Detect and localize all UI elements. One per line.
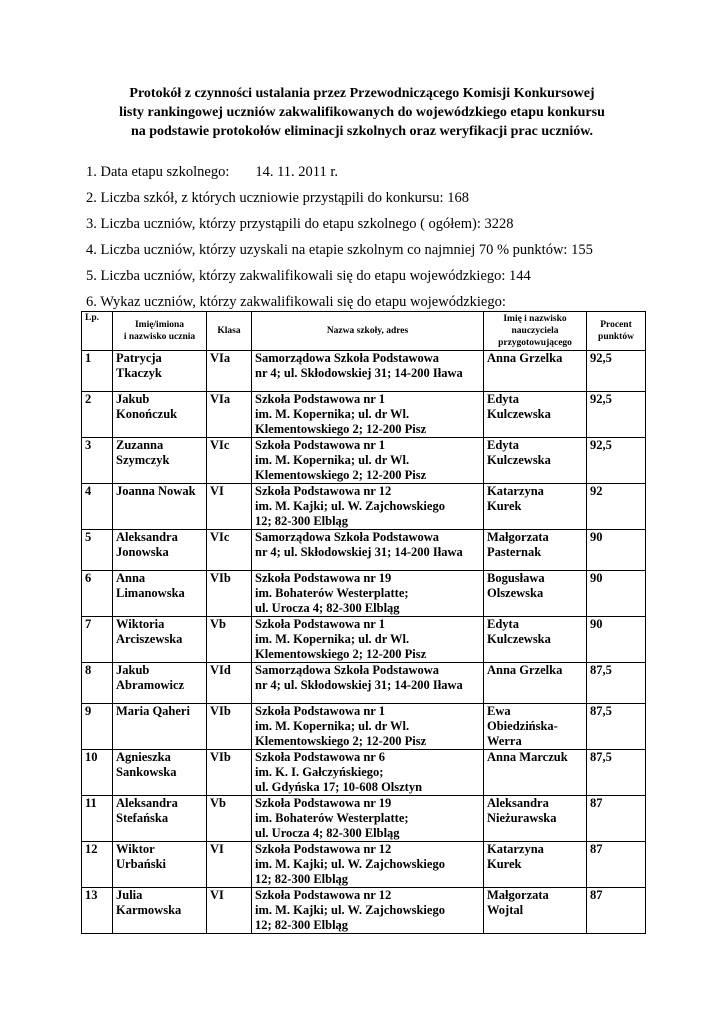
cell-student-name-line: Jakub [116, 392, 150, 406]
cell-teacher [484, 888, 587, 934]
cell-school-line: im. M. Kajki; ul. W. Zajchowskiego [255, 499, 445, 513]
ranking-table [81, 311, 646, 934]
cell-student-name-line: Jonowska [116, 545, 169, 559]
cell-student-name [113, 571, 207, 617]
item-schools: 2. Liczba szkół, z których uczniowie przystąpili do konkursu: 168 [86, 190, 469, 206]
cell-lp: 6 [82, 571, 113, 617]
protocol-title [60, 84, 664, 141]
cell-teacher [484, 438, 587, 484]
cell-class: VI [207, 842, 252, 888]
cell-teacher-line: Bogusława [487, 571, 545, 585]
cell-teacher-line: Edyta [487, 617, 519, 631]
cell-teacher [484, 484, 587, 530]
title-line-3: na podstawie protokołów eliminacji szkolnych oraz weryfikacji prac uczniów. [130, 124, 594, 139]
cell-class: VIa [207, 351, 252, 392]
cell-school-line: Szkoła Podstawowa nr 19 [255, 571, 392, 585]
header-class: Klasa [207, 312, 252, 351]
cell-school [252, 663, 484, 704]
cell-teacher-line: Ewa [487, 704, 511, 718]
cell-school [252, 530, 484, 571]
table-row [82, 888, 646, 934]
cell-student-name [113, 842, 207, 888]
cell-school-line: Samorządowa Szkoła Podstawowa [255, 530, 440, 544]
cell-lp: 7 [82, 617, 113, 663]
cell-school [252, 438, 484, 484]
cell-class: VIa [207, 392, 252, 438]
header-school: Nazwa szkoły, adres [252, 312, 484, 351]
cell-school-line: Szkoła Podstawowa nr 1 [255, 392, 385, 406]
cell-teacher-line: Anna Marczuk [487, 750, 568, 764]
table-row [82, 392, 646, 438]
cell-school-line: 12; 82-300 Elbląg [255, 514, 349, 528]
cell-teacher [484, 571, 587, 617]
cell-percent: 87,5 [587, 663, 646, 704]
table-header-row [82, 312, 646, 351]
cell-teacher [484, 392, 587, 438]
cell-school-line: im. M. Kajki; ul. W. Zajchowskiego [255, 857, 445, 871]
cell-school [252, 392, 484, 438]
cell-student-name [113, 796, 207, 842]
title-line-1: Protokół z czynności ustalania przez Przewodniczącego Komisji Konkursowej [129, 86, 595, 101]
cell-student-name [113, 663, 207, 704]
cell-student-name-line: Arciszewska [116, 632, 183, 646]
cell-school [252, 842, 484, 888]
cell-teacher-line: Kurek [487, 499, 522, 513]
cell-teacher [484, 663, 587, 704]
cell-school-line: 12; 82-300 Elbląg [255, 872, 349, 886]
cell-student-name-line: Wiktoria [116, 617, 165, 631]
cell-teacher-line: Olszewska [487, 586, 544, 600]
cell-school-line: Klementowskiego 2; 12-200 Pisz [255, 734, 427, 748]
cell-school-line: im. Bohaterów Westerplatte; [255, 586, 409, 600]
cell-lp: 2 [82, 392, 113, 438]
cell-school-line: nr 4; ul. Skłodowskiej 31; 14-200 Iława [255, 545, 463, 559]
cell-student-name-line: Szymczyk [116, 453, 170, 467]
cell-class: VIb [207, 704, 252, 750]
header-name: Imię/imiona i nazwisko ucznia [113, 312, 207, 351]
cell-school [252, 750, 484, 796]
cell-lp: 4 [82, 484, 113, 530]
cell-student-name [113, 888, 207, 934]
table-row [82, 530, 646, 571]
cell-class: VI [207, 484, 252, 530]
cell-teacher [484, 750, 587, 796]
cell-class: VIb [207, 750, 252, 796]
cell-class: VIc [207, 530, 252, 571]
table-row [82, 484, 646, 530]
date-value: 14. 11. 2011 r. [255, 164, 339, 180]
cell-percent: 87 [587, 796, 646, 842]
cell-school-line: im. M. Kopernika; ul. dr Wl. [255, 453, 410, 467]
header-lp: Lp. [82, 312, 113, 351]
cell-class: Vb [207, 796, 252, 842]
cell-student-name [113, 704, 207, 750]
cell-lp: 1 [82, 351, 113, 392]
cell-school-line: Szkoła Podstawowa nr 12 [255, 888, 392, 902]
cell-student-name-line: Stefańska [116, 811, 169, 825]
cell-teacher-line: Aleksandra [487, 796, 549, 810]
cell-teacher-line: Kulczewska [487, 453, 551, 467]
cell-student-name-line: Julia [116, 888, 143, 902]
cell-school-line: ul. Gdyńska 17; 10-608 Olsztyn [255, 780, 423, 794]
cell-school-line: im. K. I. Gałczyńskiego; [255, 765, 384, 779]
cell-school [252, 796, 484, 842]
table-row [82, 704, 646, 750]
cell-student-name-line: Zuzanna [116, 438, 164, 452]
table-row [82, 663, 646, 704]
cell-class: VI [207, 888, 252, 934]
cell-lp: 8 [82, 663, 113, 704]
item-qualified-count: 5. Liczba uczniów, którzy zakwalifikowali się do etapu wojewódzkiego: 144 [86, 268, 531, 284]
cell-percent: 90 [587, 617, 646, 663]
cell-school-line: 12; 82-300 Elbląg [255, 918, 349, 932]
cell-student-name [113, 438, 207, 484]
cell-teacher-line: Kulczewska [487, 632, 551, 646]
cell-student-name-line: Anna [116, 571, 146, 585]
cell-teacher-line: Nieżurawska [487, 811, 557, 825]
cell-teacher [484, 530, 587, 571]
cell-teacher-line: Anna Grzelka [487, 663, 563, 677]
date-label: 1. Data etapu szkolnego: [86, 164, 230, 180]
table-row [82, 351, 646, 392]
cell-school-line: im. Bohaterów Westerplatte; [255, 811, 409, 825]
cell-school-line: Szkoła Podstawowa nr 6 [255, 750, 385, 764]
cell-lp: 13 [82, 888, 113, 934]
cell-student-name [113, 617, 207, 663]
cell-school-line: im. M. Kajki; ul. W. Zajchowskiego [255, 903, 445, 917]
cell-student-name-line: Konończuk [116, 407, 178, 421]
cell-percent: 90 [587, 530, 646, 571]
cell-teacher [484, 617, 587, 663]
cell-teacher [484, 351, 587, 392]
cell-student-name-line: Tkaczyk [116, 366, 162, 380]
cell-teacher-line: Obiedzińska- [487, 719, 558, 733]
cell-class: VIb [207, 571, 252, 617]
cell-teacher-line: Małgorzata [487, 888, 549, 902]
cell-student-name [113, 750, 207, 796]
cell-school [252, 617, 484, 663]
cell-percent: 92,5 [587, 438, 646, 484]
cell-school-line: Szkoła Podstawowa nr 12 [255, 842, 392, 856]
cell-percent: 87 [587, 842, 646, 888]
cell-percent: 87,5 [587, 750, 646, 796]
cell-teacher-line: Anna Grzelka [487, 351, 563, 365]
cell-class: VId [207, 663, 252, 704]
cell-school [252, 571, 484, 617]
cell-school-line: Szkoła Podstawowa nr 1 [255, 704, 385, 718]
cell-lp: 3 [82, 438, 113, 484]
item-students-total: 3. Liczba uczniów, którzy przystąpili do etapu szkolnego ( ogółem): 3228 [86, 216, 514, 232]
cell-school-line: Klementowskiego 2; 12-200 Pisz [255, 422, 427, 436]
cell-student-name-line: Wiktor [116, 842, 155, 856]
cell-student-name [113, 530, 207, 571]
cell-student-name-line: Aleksandra [116, 796, 178, 810]
table-row [82, 842, 646, 888]
cell-student-name-line: Maria Qaheri [116, 704, 190, 718]
cell-student-name-line: Sankowska [116, 765, 177, 779]
item-list-heading: 6. Wykaz uczniów, którzy zakwalifikowali się do etapu wojewódzkiego: [86, 294, 506, 310]
cell-student-name-line: Joanna Nowak [116, 484, 196, 498]
cell-student-name-line: Abramowicz [116, 678, 185, 692]
cell-teacher-line: Pasternak [487, 545, 542, 559]
cell-school-line: im. M. Kopernika; ul. dr Wl. [255, 407, 410, 421]
cell-student-name-line: Agnieszka [116, 750, 171, 764]
title-line-2: listy rankingowej uczniów zakwalifikowanych do wojewódzkiego etapu konkursu [119, 105, 605, 120]
cell-school-line: ul. Urocza 4; 82-300 Elbląg [255, 826, 400, 840]
table-body [82, 351, 646, 934]
cell-teacher-line: Katarzyna [487, 842, 544, 856]
cell-school-line: Samorządowa Szkoła Podstawowa [255, 351, 440, 365]
cell-student-name-line: Limanowska [116, 586, 185, 600]
cell-student-name [113, 351, 207, 392]
cell-teacher-line: Kulczewska [487, 407, 551, 421]
cell-teacher-line: Małgorzata [487, 530, 549, 544]
cell-class: VIc [207, 438, 252, 484]
cell-school-line: nr 4; ul. Skłodowskiej 31; 14-200 Iława [255, 366, 463, 380]
cell-teacher-line: Werra [487, 734, 522, 748]
cell-student-name [113, 484, 207, 530]
cell-school [252, 888, 484, 934]
table-row [82, 438, 646, 484]
cell-lp: 9 [82, 704, 113, 750]
cell-school [252, 351, 484, 392]
cell-teacher [484, 704, 587, 750]
cell-percent: 90 [587, 571, 646, 617]
cell-school-line: nr 4; ul. Skłodowskiej 31; 14-200 Iława [255, 678, 463, 692]
cell-student-name-line: Urbański [116, 857, 167, 871]
cell-class: Vb [207, 617, 252, 663]
item-date [86, 159, 686, 185]
cell-school-line: Klementowskiego 2; 12-200 Pisz [255, 468, 427, 482]
cell-lp: 5 [82, 530, 113, 571]
summary-list [86, 159, 686, 315]
header-percent: Procent punktów [587, 312, 646, 351]
cell-school-line: ul. Urocza 4; 82-300 Elbląg [255, 601, 400, 615]
cell-school [252, 484, 484, 530]
cell-teacher-line: Edyta [487, 438, 519, 452]
cell-teacher-line: Wojtal [487, 903, 524, 917]
cell-student-name-line: Karmowska [116, 903, 182, 917]
cell-teacher-line: Edyta [487, 392, 519, 406]
cell-student-name-line: Aleksandra [116, 530, 178, 544]
table-row [82, 571, 646, 617]
cell-teacher-line: Kurek [487, 857, 522, 871]
item-students-70: 4. Liczba uczniów, którzy uzyskali na etapie szkolnym co najmniej 70 % punktów: 155 [86, 242, 593, 258]
cell-teacher [484, 842, 587, 888]
cell-school-line: Szkoła Podstawowa nr 19 [255, 796, 392, 810]
cell-student-name-line: Jakub [116, 663, 150, 677]
cell-student-name [113, 392, 207, 438]
cell-lp: 10 [82, 750, 113, 796]
cell-percent: 92,5 [587, 351, 646, 392]
cell-school-line: Klementowskiego 2; 12-200 Pisz [255, 647, 427, 661]
cell-school [252, 704, 484, 750]
cell-school-line: im. M. Kopernika; ul. dr Wl. [255, 719, 410, 733]
cell-school-line: Szkoła Podstawowa nr 12 [255, 484, 392, 498]
cell-teacher-line: Katarzyna [487, 484, 544, 498]
cell-teacher [484, 796, 587, 842]
cell-school-line: im. M. Kopernika; ul. dr Wl. [255, 632, 410, 646]
header-teacher: Imię i nazwisko nauczyciela przygotowującego [484, 312, 587, 351]
cell-school-line: Samorządowa Szkoła Podstawowa [255, 663, 440, 677]
table-row [82, 750, 646, 796]
cell-lp: 11 [82, 796, 113, 842]
cell-percent: 87,5 [587, 704, 646, 750]
cell-lp: 12 [82, 842, 113, 888]
cell-percent: 87 [587, 888, 646, 934]
cell-school-line: Szkoła Podstawowa nr 1 [255, 438, 385, 452]
table-row [82, 617, 646, 663]
cell-percent: 92,5 [587, 392, 646, 438]
cell-percent: 92 [587, 484, 646, 530]
cell-student-name-line: Patrycja [116, 351, 162, 365]
cell-school-line: Szkoła Podstawowa nr 1 [255, 617, 385, 631]
table-row [82, 796, 646, 842]
